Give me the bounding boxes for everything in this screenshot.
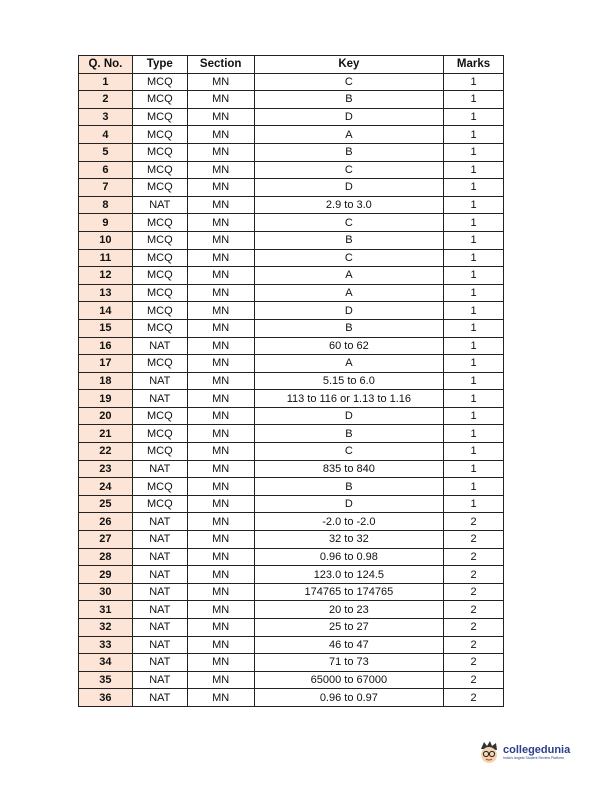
cell-section: MN [187, 196, 254, 214]
header-section: Section [187, 56, 254, 74]
cell-qno: 17 [79, 355, 133, 373]
table-row [79, 654, 504, 672]
cell-section: MN [187, 478, 254, 496]
cell-section: MN [187, 548, 254, 566]
cell-qno: 10 [79, 231, 133, 249]
table-row [79, 583, 504, 601]
cell-section: MN [187, 214, 254, 232]
cell-marks: 1 [444, 443, 504, 461]
cell-section: MN [187, 619, 254, 637]
cell-key: B [254, 425, 443, 443]
cell-key: D [254, 407, 443, 425]
cell-marks: 1 [444, 372, 504, 390]
table-row [79, 302, 504, 320]
cell-type: NAT [132, 619, 187, 637]
cell-qno: 29 [79, 566, 133, 584]
table-row [79, 231, 504, 249]
cell-marks: 1 [444, 284, 504, 302]
cell-marks: 2 [444, 548, 504, 566]
table-row [79, 143, 504, 161]
cell-section: MN [187, 654, 254, 672]
cell-section: MN [187, 372, 254, 390]
cell-section: MN [187, 460, 254, 478]
cell-key: 71 to 73 [254, 654, 443, 672]
cell-key: D [254, 495, 443, 513]
cell-marks: 1 [444, 161, 504, 179]
cell-marks: 2 [444, 531, 504, 549]
table-row [79, 619, 504, 637]
cell-type: MCQ [132, 284, 187, 302]
cell-type: NAT [132, 337, 187, 355]
cell-qno: 26 [79, 513, 133, 531]
cell-qno: 15 [79, 319, 133, 337]
header-key: Key [254, 56, 443, 74]
table-row [79, 249, 504, 267]
cell-section: MN [187, 583, 254, 601]
cell-key: 25 to 27 [254, 619, 443, 637]
cell-qno: 11 [79, 249, 133, 267]
cell-qno: 12 [79, 267, 133, 285]
collegedunia-logo [478, 740, 570, 764]
cell-key: B [254, 319, 443, 337]
cell-type: NAT [132, 566, 187, 584]
cell-type: NAT [132, 654, 187, 672]
cell-marks: 1 [444, 302, 504, 320]
table-row [79, 372, 504, 390]
header-type: Type [132, 56, 187, 74]
table-row [79, 337, 504, 355]
cell-key: 174765 to 174765 [254, 583, 443, 601]
cell-type: MCQ [132, 443, 187, 461]
cell-marks: 2 [444, 619, 504, 637]
cell-section: MN [187, 443, 254, 461]
cell-section: MN [187, 671, 254, 689]
cell-type: NAT [132, 531, 187, 549]
table-row [79, 460, 504, 478]
cell-type: NAT [132, 390, 187, 408]
cell-qno: 23 [79, 460, 133, 478]
answer-key-table [78, 55, 504, 707]
cell-section: MN [187, 566, 254, 584]
table-row [79, 425, 504, 443]
cell-type: NAT [132, 513, 187, 531]
cell-qno: 5 [79, 143, 133, 161]
cell-section: MN [187, 319, 254, 337]
table-row [79, 196, 504, 214]
cell-qno: 19 [79, 390, 133, 408]
cell-section: MN [187, 73, 254, 91]
cell-qno: 33 [79, 636, 133, 654]
cell-section: MN [187, 249, 254, 267]
cell-key: A [254, 284, 443, 302]
cell-marks: 1 [444, 179, 504, 197]
cell-section: MN [187, 108, 254, 126]
cell-qno: 36 [79, 689, 133, 707]
cell-marks: 2 [444, 513, 504, 531]
header-marks: Marks [444, 56, 504, 74]
cell-section: MN [187, 302, 254, 320]
cell-key: B [254, 478, 443, 496]
cell-type: MCQ [132, 267, 187, 285]
cell-qno: 3 [79, 108, 133, 126]
table-row [79, 513, 504, 531]
cell-type: MCQ [132, 179, 187, 197]
cell-marks: 1 [444, 249, 504, 267]
cell-section: MN [187, 601, 254, 619]
cell-key: 5.15 to 6.0 [254, 372, 443, 390]
cell-qno: 13 [79, 284, 133, 302]
cell-key: D [254, 179, 443, 197]
cell-qno: 4 [79, 126, 133, 144]
cell-key: B [254, 91, 443, 109]
cell-marks: 1 [444, 108, 504, 126]
cell-key: B [254, 231, 443, 249]
cell-section: MN [187, 267, 254, 285]
cell-marks: 1 [444, 390, 504, 408]
header-qno: Q. No. [79, 56, 133, 74]
cell-type: NAT [132, 548, 187, 566]
table-row [79, 671, 504, 689]
cell-marks: 1 [444, 478, 504, 496]
table-row [79, 161, 504, 179]
cell-marks: 1 [444, 196, 504, 214]
cell-section: MN [187, 407, 254, 425]
cell-qno: 25 [79, 495, 133, 513]
cell-marks: 1 [444, 495, 504, 513]
cell-section: MN [187, 689, 254, 707]
table-row [79, 601, 504, 619]
cell-section: MN [187, 143, 254, 161]
cell-qno: 21 [79, 425, 133, 443]
cell-type: MCQ [132, 126, 187, 144]
cell-key: 46 to 47 [254, 636, 443, 654]
cell-key: A [254, 267, 443, 285]
cell-qno: 22 [79, 443, 133, 461]
cell-type: NAT [132, 583, 187, 601]
table-row [79, 108, 504, 126]
table-row [79, 531, 504, 549]
cell-marks: 1 [444, 214, 504, 232]
cell-key: 835 to 840 [254, 460, 443, 478]
cell-type: MCQ [132, 231, 187, 249]
cell-key: 0.96 to 0.97 [254, 689, 443, 707]
cell-marks: 2 [444, 654, 504, 672]
cell-section: MN [187, 91, 254, 109]
table-row [79, 495, 504, 513]
cell-marks: 2 [444, 583, 504, 601]
cell-type: MCQ [132, 73, 187, 91]
cell-marks: 1 [444, 337, 504, 355]
cell-qno: 28 [79, 548, 133, 566]
cell-type: NAT [132, 636, 187, 654]
cell-marks: 1 [444, 460, 504, 478]
cell-marks: 2 [444, 671, 504, 689]
cell-key: A [254, 355, 443, 373]
cell-key: D [254, 302, 443, 320]
cell-key: 32 to 32 [254, 531, 443, 549]
table-row [79, 478, 504, 496]
table-row [79, 73, 504, 91]
cell-type: MCQ [132, 302, 187, 320]
cell-key: D [254, 108, 443, 126]
cell-qno: 16 [79, 337, 133, 355]
cell-qno: 35 [79, 671, 133, 689]
cell-section: MN [187, 337, 254, 355]
cell-marks: 1 [444, 355, 504, 373]
cell-qno: 27 [79, 531, 133, 549]
cell-marks: 1 [444, 143, 504, 161]
cell-marks: 1 [444, 126, 504, 144]
cell-section: MN [187, 495, 254, 513]
cell-qno: 14 [79, 302, 133, 320]
cell-section: MN [187, 513, 254, 531]
cell-key: C [254, 73, 443, 91]
cell-type: MCQ [132, 143, 187, 161]
cell-key: 65000 to 67000 [254, 671, 443, 689]
table-row [79, 267, 504, 285]
cell-key: B [254, 143, 443, 161]
cell-qno: 24 [79, 478, 133, 496]
cell-key: C [254, 214, 443, 232]
cell-type: NAT [132, 601, 187, 619]
cell-type: MCQ [132, 425, 187, 443]
cell-section: MN [187, 390, 254, 408]
cell-marks: 2 [444, 601, 504, 619]
cell-section: MN [187, 126, 254, 144]
table-row [79, 355, 504, 373]
cell-key: 123.0 to 124.5 [254, 566, 443, 584]
cell-key: -2.0 to -2.0 [254, 513, 443, 531]
cell-section: MN [187, 531, 254, 549]
cell-marks: 1 [444, 91, 504, 109]
cell-qno: 7 [79, 179, 133, 197]
cell-type: MCQ [132, 249, 187, 267]
cell-marks: 1 [444, 319, 504, 337]
table-row [79, 443, 504, 461]
cell-qno: 9 [79, 214, 133, 232]
cell-marks: 1 [444, 73, 504, 91]
cell-type: NAT [132, 689, 187, 707]
cell-key: C [254, 249, 443, 267]
cell-key: 0.96 to 0.98 [254, 548, 443, 566]
cell-marks: 2 [444, 636, 504, 654]
cell-key: C [254, 161, 443, 179]
cell-marks: 2 [444, 566, 504, 584]
cell-type: MCQ [132, 319, 187, 337]
table-row [79, 390, 504, 408]
cell-qno: 18 [79, 372, 133, 390]
cell-qno: 6 [79, 161, 133, 179]
table-row [79, 214, 504, 232]
cell-marks: 1 [444, 267, 504, 285]
cell-key: 113 to 116 or 1.13 to 1.16 [254, 390, 443, 408]
cell-section: MN [187, 161, 254, 179]
table-row [79, 548, 504, 566]
cell-qno: 30 [79, 583, 133, 601]
cell-key: 20 to 23 [254, 601, 443, 619]
table-row [79, 284, 504, 302]
cell-type: MCQ [132, 478, 187, 496]
cell-section: MN [187, 284, 254, 302]
cell-section: MN [187, 636, 254, 654]
cell-type: MCQ [132, 161, 187, 179]
logo-tagline: India's largest Student Review Platform [503, 755, 564, 760]
cell-key: C [254, 443, 443, 461]
cell-qno: 34 [79, 654, 133, 672]
table-row [79, 636, 504, 654]
mascot-icon [478, 740, 500, 764]
cell-marks: 1 [444, 407, 504, 425]
cell-type: MCQ [132, 214, 187, 232]
table-row [79, 407, 504, 425]
cell-marks: 2 [444, 689, 504, 707]
cell-type: NAT [132, 196, 187, 214]
table-row [79, 319, 504, 337]
cell-qno: 2 [79, 91, 133, 109]
table-row [79, 126, 504, 144]
cell-qno: 8 [79, 196, 133, 214]
cell-type: MCQ [132, 91, 187, 109]
cell-type: NAT [132, 460, 187, 478]
cell-marks: 1 [444, 231, 504, 249]
cell-qno: 20 [79, 407, 133, 425]
cell-key: 60 to 62 [254, 337, 443, 355]
cell-type: MCQ [132, 108, 187, 126]
cell-section: MN [187, 231, 254, 249]
cell-section: MN [187, 355, 254, 373]
cell-qno: 1 [79, 73, 133, 91]
table-row [79, 91, 504, 109]
logo-text: collegedunia [503, 743, 571, 756]
table-row [79, 689, 504, 707]
cell-type: MCQ [132, 355, 187, 373]
cell-type: MCQ [132, 495, 187, 513]
cell-type: MCQ [132, 407, 187, 425]
table-row [79, 566, 504, 584]
cell-qno: 31 [79, 601, 133, 619]
table-row [79, 179, 504, 197]
cell-section: MN [187, 179, 254, 197]
cell-section: MN [187, 425, 254, 443]
cell-qno: 32 [79, 619, 133, 637]
cell-type: NAT [132, 372, 187, 390]
cell-marks: 1 [444, 425, 504, 443]
header-row [79, 56, 504, 74]
cell-key: 2.9 to 3.0 [254, 196, 443, 214]
cell-key: A [254, 126, 443, 144]
cell-type: NAT [132, 671, 187, 689]
